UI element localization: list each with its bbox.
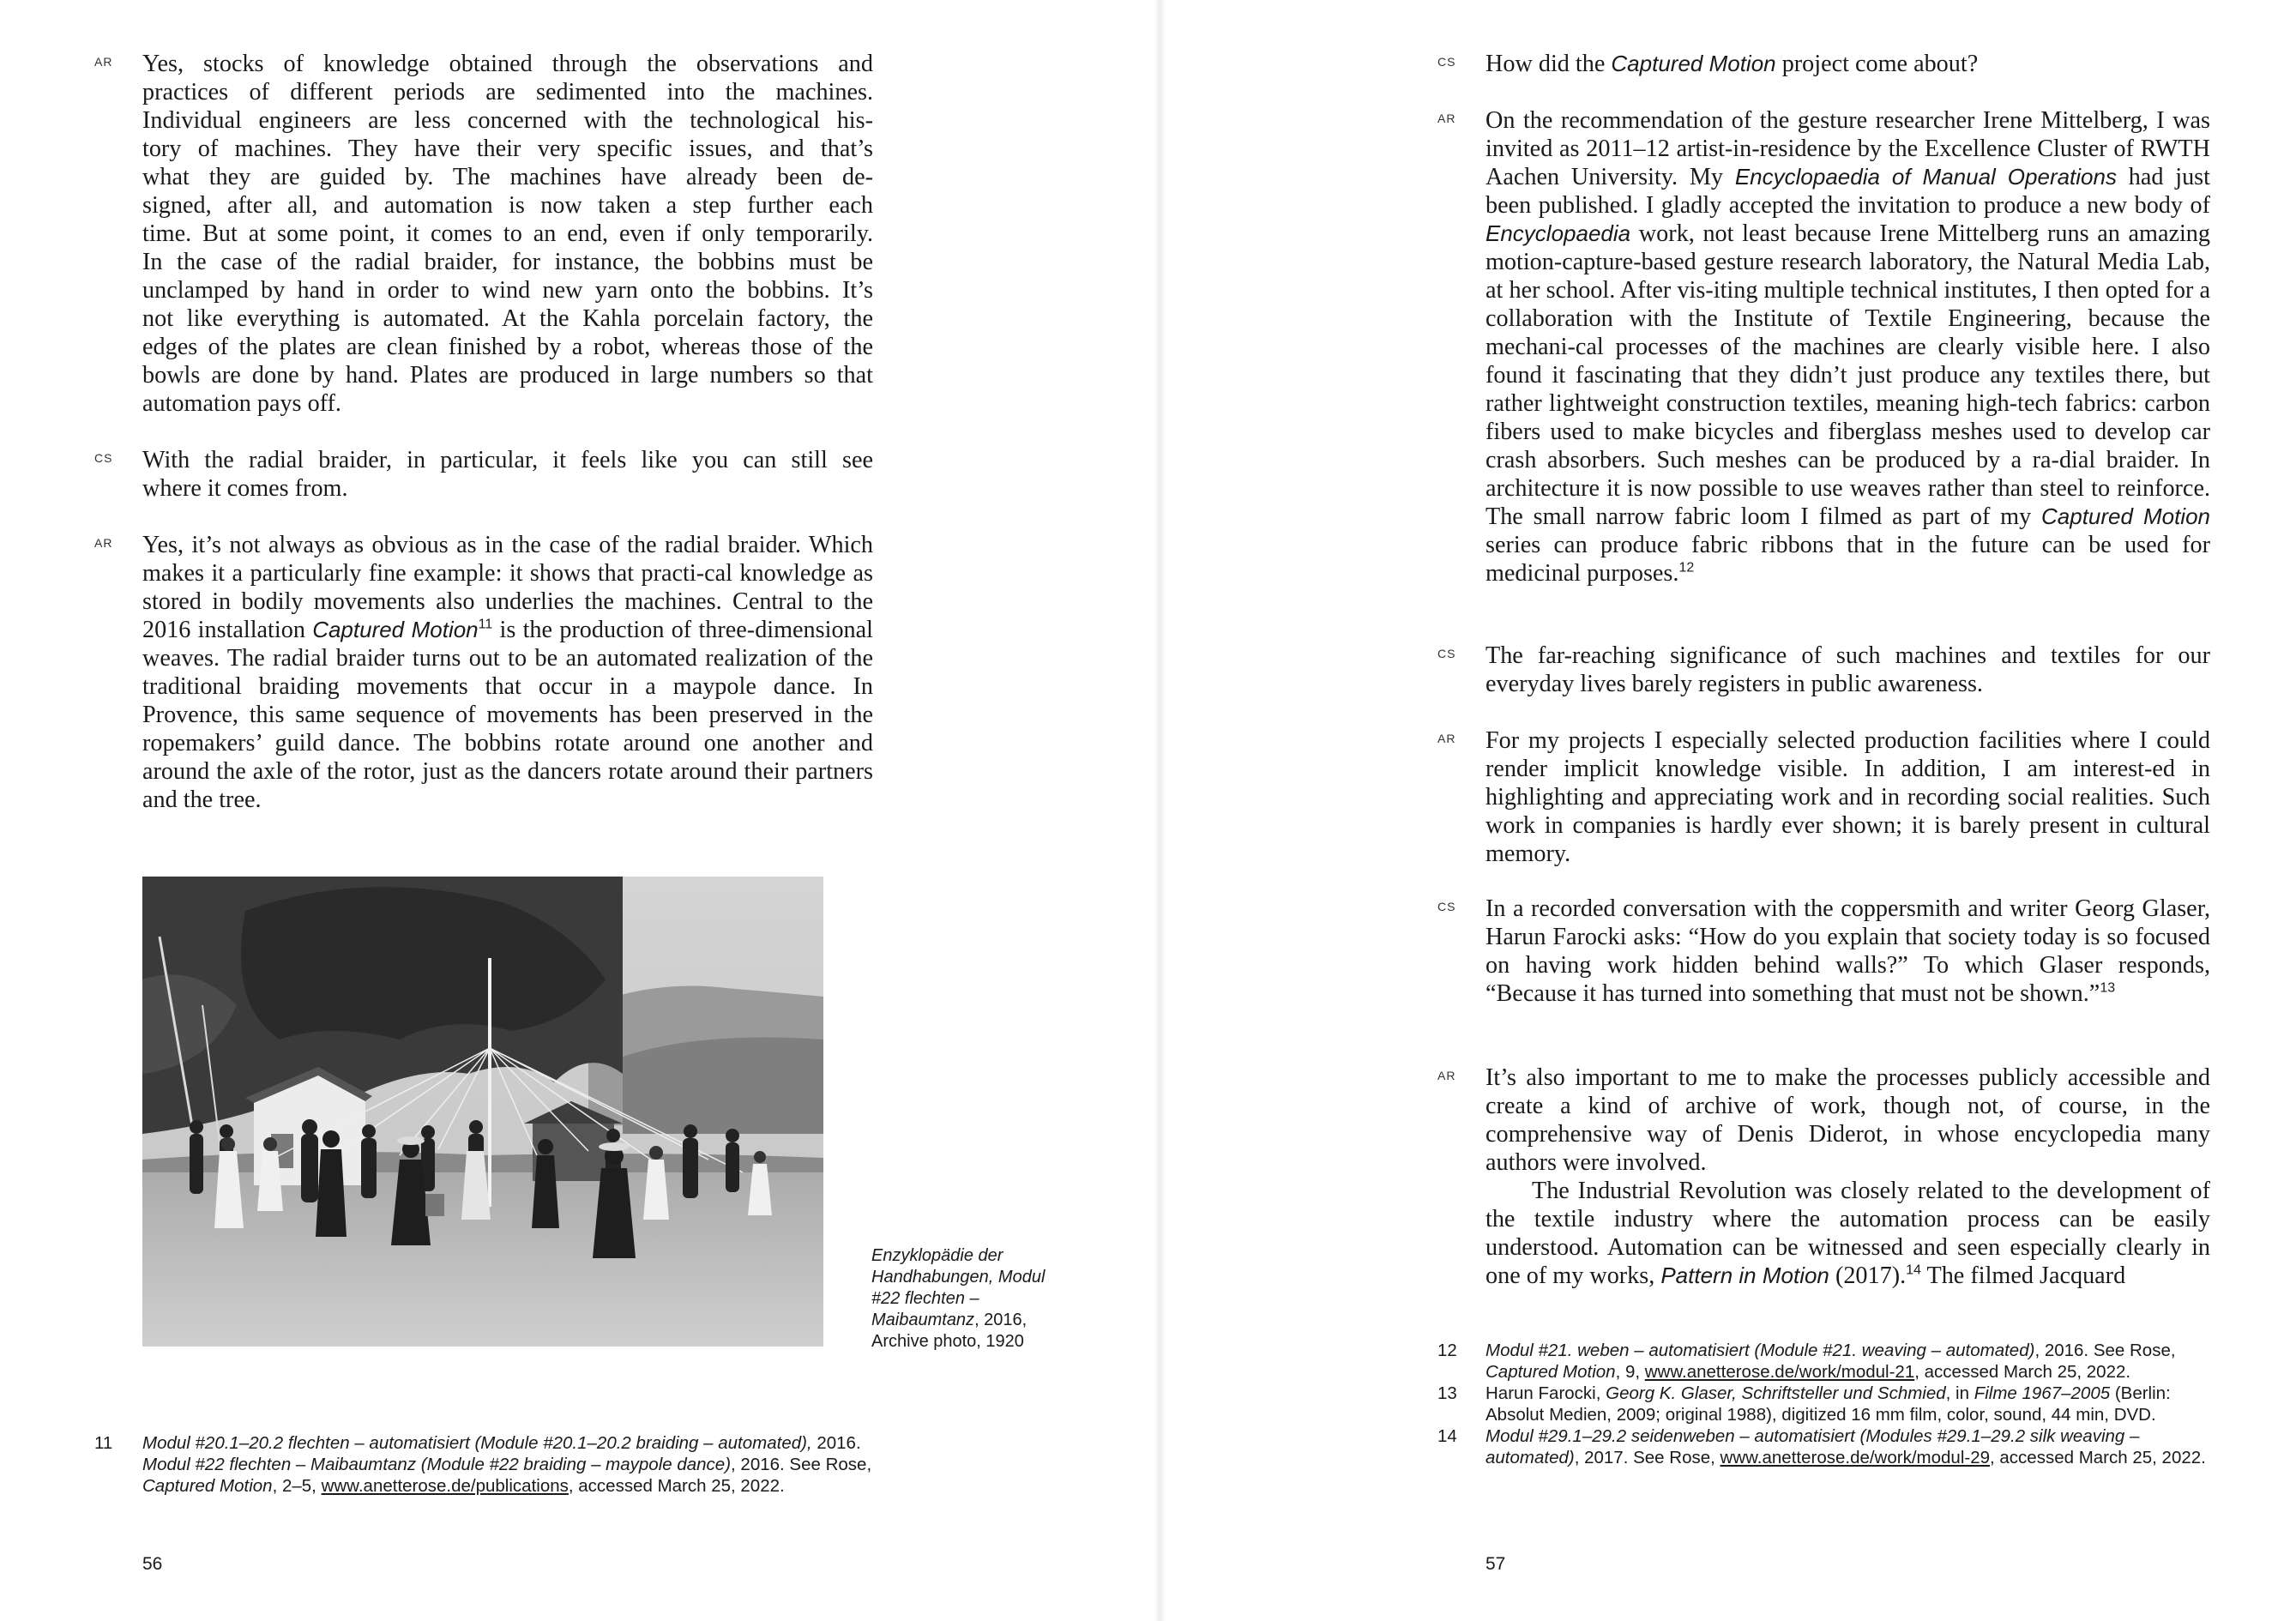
speaker-label: AR bbox=[94, 55, 113, 69]
paragraph: On the recommendation of the gesture researcher Irene Mittelberg, I was invited as 2011–12 artist-in-residence by the Excellence Cluster of RWTH Aachen University. My Encyclopaedia of Manual Operations had just been published. I gladly accepted the invitation to produce a new body of Encyclopaedia work, not least because Irene Mittelberg runs an amazing motion-capture-based gesture research laboratory, the Natural Media Lab, at her school. After vis-iting multiple technical institutes, I then opted for a collaboration with the Institute of Textile Engineering, because the mechani-cal processes of the machines are clearly visible here. I also found it fascinating that they didn’t just produce any textiles there, but rather lightweight construction textiles, meaning high-tech fabrics: carbon fibers used to make bicycles and fiberglass meshes used to develop car crash absorbers. Such meshes can be produced by a ra-dial braider. In architecture it is now possible to use weaves rather than steel to reinforce. The small narrow fabric loom I filmed as part of my Captured Motion series can produce fabric ribbons that in the future can be used for medicinal purposes.$^{12}$ bbox=[1485, 107, 2210, 587]
speaker-label: AR bbox=[94, 536, 113, 550]
speaker-label: AR bbox=[1437, 732, 1456, 745]
footnote-ref[interactable]: 12 bbox=[1678, 560, 1695, 575]
speaker-label: CS bbox=[1437, 55, 1456, 69]
work-title: Pattern in Motion bbox=[1660, 1262, 1829, 1288]
text-line: bowls are done by hand. Plates are produced in large numbers so that bbox=[142, 362, 873, 389]
paragraph: Yes, it’s not always as obvious as in the case of the radial braider. Which makes it a particularly fine example: it shows that practi-cal knowledge as stored in bodily movements also underlies the machines. Central to the 2016 installation Captured Motion$^{11}$ is the production of three-dimensional weaves. The radial braider turns out to be an automated realization of the traditional braiding movements that occur in a maypole dance. In Provence, this same sequence of movements has been preserved in the ropemakers’ guild dance. The bobbins rotate around one another and around the axle of the rotor, just as the dancers rotate around their partners and the tree. bbox=[142, 532, 873, 813]
question-block bbox=[1437, 642, 2210, 698]
work-title: Captured Motion bbox=[312, 617, 479, 642]
footnote-number: 13 bbox=[1437, 1383, 1457, 1403]
answer-block bbox=[94, 531, 873, 814]
paragraph: It’s also important to me to make the processes publicly accessible and create a kind of archive of work, though not, of course, in the comprehensive way of Denis Diderot, in whose encyclopedia many authors were involved. The Industrial Revolution was closely related to the development of the textile industry where the automation process can be easily understood. Automation can be witnessed and seen especially clearly in one of my works, Pattern in Motion (2017).$^{14}$ The filmed Jacquard bbox=[1485, 1064, 2210, 1289]
text-line: With the radial braider, in particular, it feels like you can still see bbox=[142, 447, 873, 473]
answer-block bbox=[1437, 106, 2210, 588]
answer-block bbox=[1437, 726, 2210, 868]
footnote-item: 13 Harun Farocki, Georg K. Glaser, Schriftsteller und Schmied, in Filme 1967–2005 (Berlin: Absolut Medien, 2009; original 1988), digitized 16 mm film, color, sound, 44 min, DVD. bbox=[1437, 1383, 2171, 1425]
text-line: edges of the plates are clean finished by a robot, whereas those of the bbox=[142, 334, 873, 360]
photo-caption: Enzyklopädie der Handhabungen, Modul #22 flechten – Maibaumtanz, 2016, Archive photo, 1920 bbox=[871, 1246, 1046, 1351]
footnote-link[interactable]: www.anetterose.de/work/modul-29 bbox=[1720, 1448, 1991, 1467]
footnote-ref[interactable]: 14 bbox=[1906, 1262, 1921, 1278]
footnote-item: 14 Modul #29.1–29.2 seidenweben – automatisiert (Modules #29.1–29.2 silk weaving – automated), 2017. See Rose, www.anetterose.de/work/modul-29, accessed March 25, 2022. bbox=[1437, 1426, 2206, 1467]
text-line: practices of different periods are sedimented into the machines. bbox=[142, 79, 873, 105]
text-line: tory of machines. They have their very specific issues, and that’s bbox=[142, 136, 873, 162]
speaker-label: AR bbox=[1437, 111, 1456, 125]
work-title: Captured Motion bbox=[2041, 503, 2210, 529]
text-line: Individual engineers are less concerned with the technological his- bbox=[142, 107, 873, 134]
page-number: 57 bbox=[1485, 1554, 1506, 1574]
footnote-link[interactable]: www.anetterose.de/publications bbox=[321, 1476, 569, 1496]
text-line: where it comes from. bbox=[142, 475, 348, 502]
paragraph bbox=[142, 446, 873, 503]
work-title: Captured Motion bbox=[1611, 51, 1776, 76]
footnotes bbox=[1437, 1340, 2210, 1468]
footnote-number: 14 bbox=[1437, 1426, 1457, 1446]
page-number: 56 bbox=[142, 1554, 163, 1574]
footnote-link[interactable]: www.anetterose.de/work/modul-21 bbox=[1644, 1362, 1915, 1382]
question-block bbox=[94, 446, 873, 503]
book-gutter bbox=[1154, 0, 1166, 1621]
work-title: Encyclopaedia bbox=[1485, 220, 1631, 246]
work-title: Encyclopaedia of Manual Operations bbox=[1734, 164, 2117, 190]
answer-block bbox=[94, 50, 873, 418]
footnote-item: 11 Modul #20.1–20.2 flechten – automatisiert (Module #20.1–20.2 braiding – automated), 2016. Modul #22 flechten – Maibaumtanz (Module #22 braiding – maypole dance), 2016. See Rose, Captured Motion, 2–5, www.anetterose.de/publications, accessed March 25, 2022. bbox=[94, 1433, 872, 1496]
speaker-label: AR bbox=[1437, 1069, 1456, 1082]
footnote-ref[interactable]: 13 bbox=[2100, 980, 2116, 996]
paragraph bbox=[142, 50, 873, 418]
text-line: unclamped by hand in order to wind new yarn onto the bobbins. It’s bbox=[142, 277, 873, 304]
archive-photo-maypole-dance bbox=[142, 877, 823, 1347]
text-line: what they are guided by. The machines have already been de- bbox=[142, 164, 873, 190]
speaker-label: CS bbox=[1437, 647, 1456, 660]
paragraph: How did the Captured Motion project come about? bbox=[1485, 51, 1979, 77]
speaker-label: CS bbox=[1437, 900, 1456, 913]
text-line: time. But at some point, it comes to an end, even if only temporarily. bbox=[142, 220, 873, 247]
question-block bbox=[1437, 50, 2210, 78]
question-block bbox=[1437, 895, 2210, 1008]
footnote-number: 11 bbox=[94, 1433, 113, 1453]
footnote-ref[interactable]: 11 bbox=[478, 617, 493, 632]
footnotes bbox=[94, 1432, 873, 1497]
right-page bbox=[1166, 0, 2296, 1621]
paragraph: In a recorded conversation with the coppersmith and writer Georg Glaser, Harun Farocki asks: “How do you explain that society today is so focused on having work hidden behind walls?” To which Glaser responds, “Because it has turned into something that must not be shown.”$^{13}$ bbox=[1485, 895, 2210, 1007]
text-line: signed, after all, and automation is now taken a step further each bbox=[142, 192, 873, 219]
text-line: not like everything is automated. At the Kahla porcelain factory, the bbox=[142, 305, 873, 332]
text-line: automation pays off. bbox=[142, 390, 341, 417]
text-line: Yes, stocks of knowledge obtained through the observations and bbox=[142, 51, 873, 77]
answer-block bbox=[1437, 1064, 2210, 1290]
paragraph: For my projects I especially selected production facilities where I could render implicit knowledge visible. In addition, I am interest-ed in highlighting and appreciating work and in recording social realities. Such work in companies is hardly ever shown; it is barely present in cultural memory. bbox=[1485, 727, 2210, 867]
footnote-number: 12 bbox=[1437, 1341, 1457, 1360]
footnote-item: 12 Modul #21. weben – automatisiert (Module #21. weaving – automated), 2016. See Rose, Captured Motion, 9, www.anetterose.de/work/modul-21, accessed March 25, 2022. bbox=[1437, 1341, 2176, 1382]
speaker-label: CS bbox=[94, 451, 113, 465]
text-line: In the case of the radial braider, for instance, the bobbins must be bbox=[142, 249, 873, 275]
paragraph: The far-reaching significance of such machines and textiles for our everyday lives barely registers in public awareness. bbox=[1485, 642, 2210, 697]
